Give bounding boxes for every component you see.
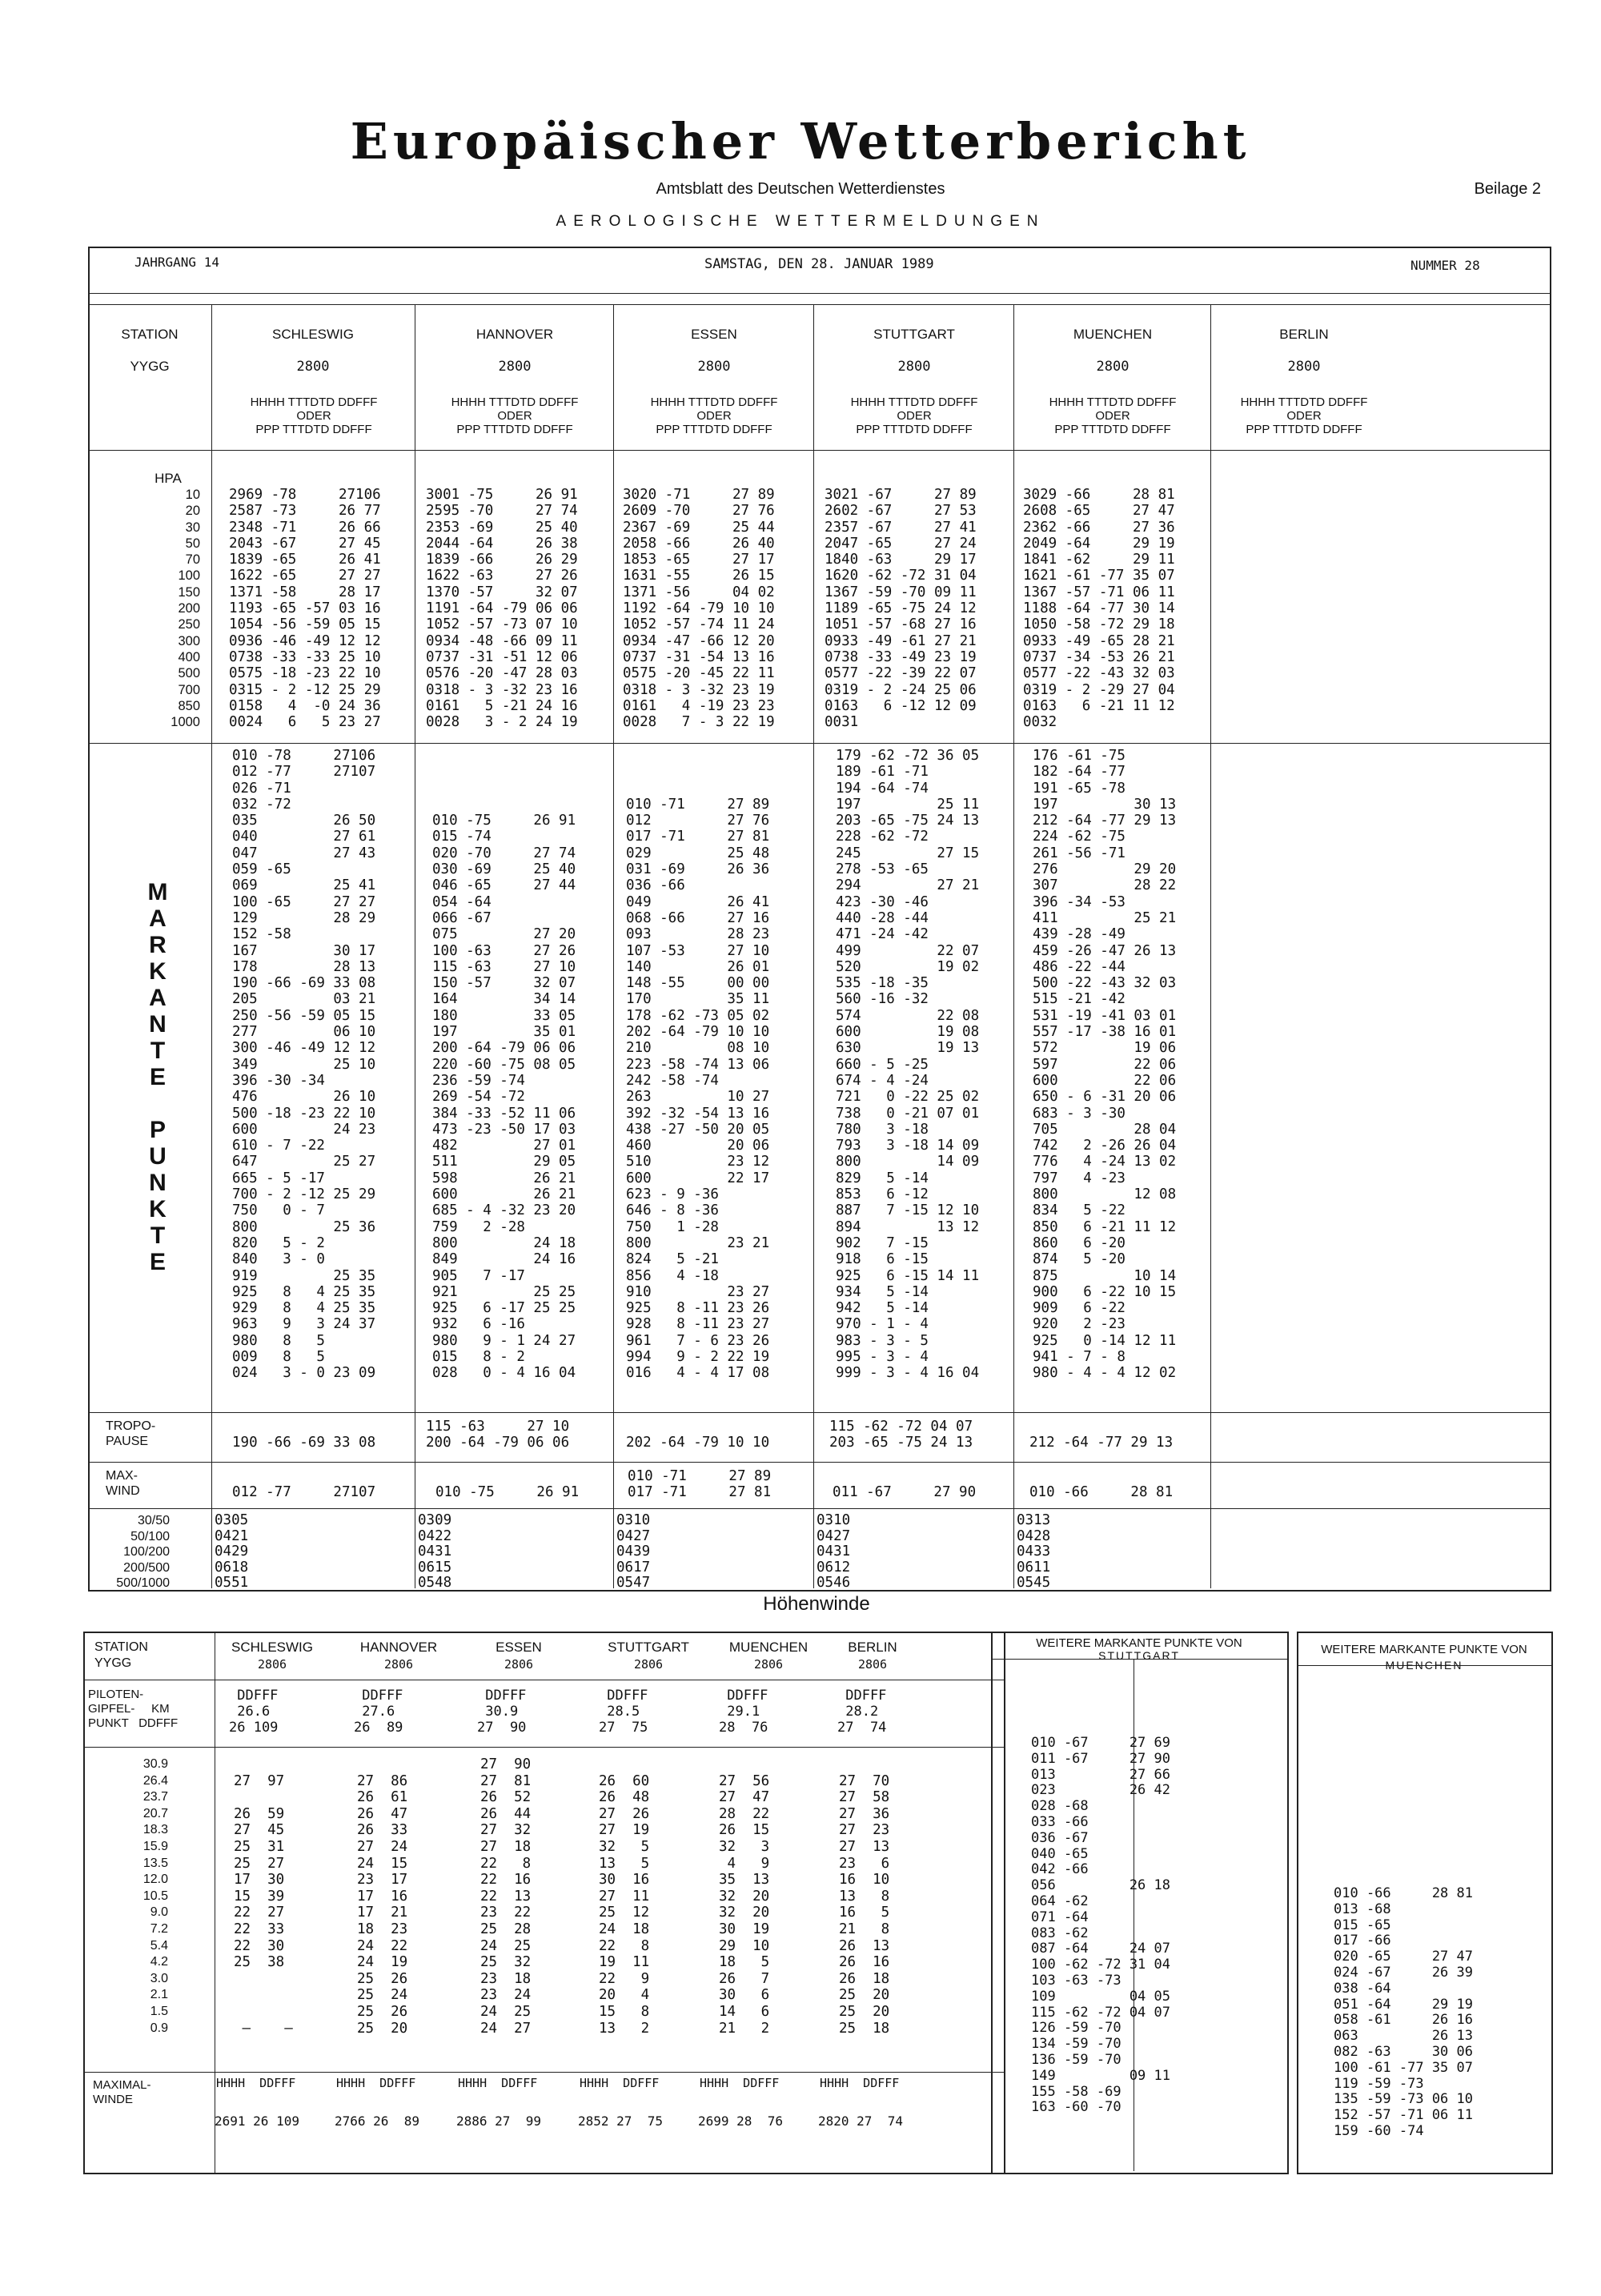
issue-date: SAMSTAG, DEN 28. JANUAR 1989 (704, 256, 934, 272)
maximal-label: MAXIMAL- WINDE (93, 2078, 151, 2106)
pilot-peak-data: DDFFF 28.5 27 75 (599, 1688, 648, 1736)
maximal-wind: 2886 27 99 (456, 2113, 541, 2129)
station-code: 2800 (1096, 359, 1130, 375)
km-levels: 30.9 26.4 23.7 20.7 18.3 15.9 13.5 12.0 10.5 9.0 7.2 5.4 4.2 3.0 2.1 1.5 0.9 (142, 1757, 168, 2035)
layer-data: 0313 0428 0433 0611 0545 (1017, 1512, 1051, 1591)
wind-data: 27 86 26 61 26 47 26 33 27 24 24 15 23 17 17 16 17 21 18 23 24 22 24 19 25 26 25 24 25 26 25 20 (357, 1772, 408, 2037)
station-code: 2800 (498, 359, 532, 375)
weitere-stuttgart-title: WEITERE MARKANTE PUNKTE VON (1036, 1636, 1242, 1650)
pilot-peak-data: DDFFF 27.6 26 89 (354, 1688, 403, 1736)
station-name: BERLIN (848, 1640, 897, 1655)
standard-levels-data: 3001 -75 26 91 2595 -70 27 74 2353 -69 25 40 2044 -64 26 38 1839 -66 26 29 1622 -63 27 26 1370 -57 32 07 1191 -64 -79 06 06 1052 -57 -73 07 10 0934 -48 -66 09 11 0737 -31 -51 12 06 0576 -20 -47 28 03 0318 - 3 -32 23 16 0161 5 -21 24 16 0028 3 - 2 24 19 (426, 487, 578, 731)
station-code: 2806 (753, 1657, 784, 1672)
tropopause-data: 115 -63 27 10 200 -64 -79 06 06 (426, 1419, 570, 1451)
divider (88, 743, 1550, 744)
maxwind-label: MAX- WIND (106, 1469, 140, 1498)
yygg-label: YYGG (130, 359, 170, 374)
layer-data: 0310 0427 0431 0612 0546 (817, 1512, 851, 1591)
markante-punkte-data: 176 -61 -75 182 -64 -77 191 -65 -78 197 30 13 212 -64 -77 29 13 224 -62 -75 261 -56 -71 276 29 20 307 28 22 396 -34 -53 411 25 21 439 -28 -49 459 -26 -47 26 13 486 -22 -44 500 -22 -43 32 03 515 -21 -42 531 -19 -41 03 01 557 -17 -38 16 01 572 19 06 597 22 06 600 22 06 650 - 6 -31 20 06 683 - 3 -30 705 28 04 742 2 -26 26 04 776 4 -24 13 02 797 4 -23 800 12 08 834 5 -22 850 6 -21 11 12 860 6 -20 874 5 -20 875 10 14 900 6 -22 10 15 909 6 -22 920 2 -23 925 0 -14 12 11 941 - 7 - 8 980 - 4 - 4 12 02 (1033, 748, 1177, 1382)
divider (88, 1508, 1550, 1509)
weitere-stuttgart-station: STUTTGART (1098, 1649, 1180, 1662)
station-name: SCHLESWIG (271, 327, 355, 342)
layer-data: 0310 0427 0439 0617 0547 (616, 1512, 651, 1591)
station-name: STUTTGART (608, 1640, 689, 1655)
tropopause-data: 212 -64 -77 29 13 (1029, 1435, 1174, 1451)
maximal-wind: 2766 26 89 (335, 2113, 419, 2129)
station-name: HANNOVER (475, 327, 554, 342)
maximal-wind: 2691 26 109 (215, 2113, 299, 2129)
standard-levels-data: 3021 -67 27 89 2602 -67 27 53 2357 -67 27 41 2047 -65 27 24 1840 -63 29 17 1620 -62 -72 31 04 1367 -59 -70 09 11 1189 -65 -75 24 12 1051 -57 -68 27 16 0933 -49 -61 27 21 0738 -33 -49 23 19 0577 -22 -39 22 07 0319 - 2 -24 25 06 0163 6 -12 12 09 0031 (825, 487, 977, 731)
column-divider (1013, 304, 1014, 1588)
markante-punkte-label: M A R K A N T E P U N K T E (147, 879, 168, 1275)
station-name: MUENCHEN (728, 1640, 809, 1655)
layer-data: 0305 0421 0429 0618 0551 (215, 1512, 249, 1591)
hpa-levels: 10 20 30 50 70 100 150 200 250 300 400 500 700 850 1000 (171, 488, 200, 730)
tropopause-label: TROPO- PAUSE (106, 1419, 156, 1448)
divider (88, 1412, 1550, 1413)
wind-data: 27 97 26 59 27 45 25 31 25 27 17 30 15 39 22 27 22 33 22 30 25 38 — — (234, 1772, 293, 2037)
column-header: HHHH TTTDTD DDFFF ODER PPP TTTDTD DDFFF (1049, 395, 1177, 436)
hpa-label: HPA (154, 471, 182, 486)
page-subtitle: Amtsblatt des Deutschen Wetterdienstes (656, 180, 945, 198)
tropopause-data: 115 -62 -72 04 07 203 -65 -75 24 13 (829, 1419, 973, 1451)
column-header: HHHH TTTDTD DDFFF ODER PPP TTTDTD DDFFF (650, 395, 778, 436)
column-divider (813, 304, 814, 1588)
wind-data: 27 56 27 47 28 22 26 15 32 3 4 9 35 13 32 20 32 20 30 19 29 10 18 5 26 7 30 6 14 6 21 2 (719, 1772, 770, 2037)
tropopause-data: 202 -64 -79 10 10 (626, 1435, 770, 1451)
maximal-wind: 2852 27 75 (578, 2113, 663, 2129)
layer-data: 0309 0422 0431 0615 0548 (418, 1512, 452, 1591)
standard-levels-data: 3020 -71 27 89 2609 -70 27 76 2367 -69 25 44 2058 -66 26 40 1853 -65 27 17 1631 -55 26 15 1371 -56 04 02 1192 -64 -79 10 10 1052 -57 -74 11 24 0934 -47 -66 12 20 0737 -31 -54 13 16 0575 -20 -45 22 11 0318 - 3 -32 23 19 0161 4 -19 23 23 0028 7 - 3 22 19 (623, 487, 775, 731)
wind-data: 27 70 27 58 27 36 27 23 27 13 23 6 16 10 13 8 16 5 21 8 26 13 26 16 26 18 25 20 25 20 25 18 (839, 1772, 890, 2037)
standard-levels-data: 3029 -66 28 81 2608 -65 27 47 2362 -66 27 36 2049 -64 29 19 1841 -62 29 11 1621 -61 -77 35 07 1367 -57 -71 06 11 1188 -64 -77 30 14 1050 -58 -72 29 18 0933 -49 -65 28 21 0737 -34 -53 26 21 0577 -22 -43 32 03 0319 - 2 -29 27 04 0163 6 -21 11 12 0032 (1023, 487, 1175, 731)
pilot-peak-data: DDFFF 28.2 27 74 (837, 1688, 887, 1736)
station-name: ESSEN (496, 1640, 542, 1655)
station-code: 2800 (897, 359, 931, 375)
weitere-muenchen-data: 010 -66 28 81 013 -68 015 -65 017 -66 020 -65 27 47 024 -67 26 39 038 -64 051 -64 29 19 058 -61 26 16 063 26 13 082 -63 30 06 100 -61 -77 35 07 119 -59 -73 135 -59 -73 06 10 152 -57 -71 06 11 159 -60 -74 (1334, 1885, 1473, 2139)
divider (88, 450, 1550, 451)
column-divider (211, 304, 212, 1588)
column-header: HHHH TTTDTD DDFFF ODER PPP TTTDTD DDFFF (451, 395, 579, 436)
maximal-header: HHHH DDFFF (820, 2076, 900, 2090)
column-header: HHHH TTTDTD DDFFF ODER PPP TTTDTD DDFFF (1240, 395, 1368, 436)
maxwind-data: 010 -75 26 91 (435, 1484, 580, 1501)
layer-labels: 30/50 50/100 100/200 200/500 500/1000 (116, 1514, 170, 1590)
maximal-header: HHHH DDFFF (700, 2076, 780, 2090)
wind-data: 27 90 27 81 26 52 26 44 27 32 27 18 22 8 22 16 22 13 23 22 25 28 24 25 25 32 23 18 23 24 24 25 24 27 (480, 1756, 532, 2037)
markante-punkte-data: 010 -78 27106 012 -77 27107 026 -71 032 -72 035 26 50 040 27 61 047 27 43 059 -65 069 25 41 100 -65 27 27 129 28 29 152 -58 167 30 17 178 28 13 190 -66 -69 33 08 205 03 21 250 -56 -59 05 15 277 06 10 300 -46 -49 12 12 349 25 10 396 -30 -34 476 26 10 500 -18 -23 22 10 600 24 23 610 - 7 -22 647 25 27 665 - 5 -17 700 - 2 -12 25 29 750 0 - 7 800 25 36 820 5 - 2 840 3 - 0 919 25 35 925 8 4 25 35 929 8 4 25 35 963 9 3 24 37 980 8 5 009 8 5 024 3 - 0 23 09 (232, 748, 376, 1382)
station-name: MUENCHEN (1073, 327, 1153, 342)
weitere-muenchen-station: MUENCHEN (1385, 1659, 1463, 1672)
maximal-wind: 2699 28 76 (698, 2113, 783, 2129)
divider (83, 2072, 1004, 2073)
station-code: 2806 (633, 1657, 664, 1672)
station-code: 2806 (857, 1657, 888, 1672)
section-heading: AEROLOGISCHE WETTERMELDUNGEN (556, 213, 1045, 230)
divider (83, 1747, 1004, 1748)
pilot-peak-data: DDFFF 30.9 27 90 (477, 1688, 527, 1736)
section-title: Höhenwinde (763, 1593, 870, 1615)
weitere-muenchen-title: WEITERE MARKANTE PUNKTE VON (1321, 1643, 1527, 1656)
supplement-label: Beilage 2 (1474, 180, 1541, 198)
maxwind-data: 012 -77 27107 (232, 1484, 376, 1501)
maximal-header: HHHH DDFFF (580, 2076, 660, 2090)
station-label: STATION (121, 327, 179, 342)
pilot-peak-data: DDFFF 29.1 28 76 (719, 1688, 768, 1736)
jahrgang-label: JAHRGANG 14 (134, 255, 219, 270)
markante-punkte-data: 010 -75 26 91 015 -74 020 -70 27 74 030 -69 25 40 046 -65 27 44 054 -64 066 -67 075 27 20 100 -63 27 26 115 -63 27 10 150 -57 32 07 164 34 14 180 33 05 197 35 01 200 -64 -79 06 06 220 -60 -75 08 05 236 -59 -74 269 -54 -72 384 -33 -52 11 06 473 -23 -50 17 03 482 27 01 511 29 05 598 26 21 600 26 21 685 - 4 -32 23 20 759 2 -28 800 24 18 849 24 16 905 7 -17 921 25 25 925 6 -17 25 25 932 6 -16 980 9 - 1 24 27 015 8 - 2 028 0 - 4 16 04 (432, 813, 576, 1382)
yygg-label: YYGG (94, 1656, 132, 1670)
divider (88, 304, 1550, 305)
maxwind-data: 010 -71 27 89 017 -71 27 81 (628, 1468, 772, 1501)
markante-punkte-data: 010 -71 27 89 012 27 76 017 -71 27 81 029 25 48 031 -69 26 36 036 -66 049 26 41 068 -66 27 16 093 28 23 107 -53 27 10 140 26 01 148 -55 00 00 170 35 11 178 -62 -73 05 02 202 -64 -79 10 10 210 08 10 223 -58 -74 13 06 242 -58 -74 263 10 27 392 -32 -54 13 16 438 -27 -50 20 05 460 20 06 510 23 12 600 22 17 623 - 9 -36 646 - 8 -36 750 1 -28 800 23 21 824 5 -21 856 4 -18 910 23 27 925 8 -11 23 26 928 8 -11 23 27 961 7 - 6 23 26 994 9 - 2 22 19 016 4 - 4 17 08 (626, 796, 770, 1382)
station-code: 2800 (697, 359, 731, 375)
station-name: SCHLESWIG (231, 1640, 314, 1655)
column-divider (613, 304, 614, 1588)
station-code: 2806 (504, 1657, 534, 1672)
issue-number: NUMMER 28 (1410, 258, 1480, 273)
weitere-stuttgart-data: 010 -67 27 69 011 -67 27 90 013 27 66 023 26 42 028 -68 033 -66 036 -67 040 -65 042 -66 056 26 18 064 -62 071 -64 083 -62 087 -64 24 07 100 -62 -72 31 04 103 -63 -73 109 04 05 115 -62 -72 04 07 126 -59 -70 134 -59 -70 136 -59 -70 149 09 11 155 -58 -69 163 -60 -70 (1031, 1735, 1170, 2116)
station-name: ESSEN (691, 327, 737, 342)
pilot-label: PILOTEN- GIPFEL- KM PUNKT DDFFF (88, 1688, 179, 1730)
maxwind-data: 011 -67 27 90 (833, 1484, 977, 1501)
maximal-header: HHHH DDFFF (458, 2076, 538, 2090)
tropopause-data: 190 -66 -69 33 08 (232, 1435, 376, 1451)
station-code: 2806 (383, 1657, 414, 1672)
station-code: 2800 (1287, 359, 1321, 375)
station-code: 2800 (296, 359, 330, 375)
station-name: BERLIN (1279, 327, 1329, 342)
column-divider (1210, 304, 1211, 1588)
divider (88, 293, 1550, 294)
column-header: HHHH TTTDTD DDFFF ODER PPP TTTDTD DDFFF (850, 395, 978, 436)
maxwind-data: 010 -66 28 81 (1029, 1484, 1174, 1501)
standard-levels-data: 2969 -78 27106 2587 -73 26 77 2348 -71 26 66 2043 -67 27 45 1839 -65 26 41 1622 -65 27 27 1371 -58 28 17 1193 -65 -57 03 16 1054 -56 -59 05 15 0936 -46 -49 12 12 0738 -33 -33 25 10 0575 -18 -23 22 10 0315 - 2 -12 25 29 0158 4 -0 24 36 0024 6 5 23 27 (229, 487, 381, 731)
pilot-peak-data: DDFFF 26.6 26 109 (229, 1688, 279, 1736)
station-name: STUTTGART (873, 327, 955, 342)
maximal-wind: 2820 27 74 (818, 2113, 903, 2129)
station-label: STATION (94, 1640, 148, 1654)
maximal-header: HHHH DDFFF (336, 2076, 416, 2090)
wind-data: 26 60 26 48 27 26 27 19 32 5 13 5 30 16 27 11 25 12 24 18 22 8 19 11 22 9 20 4 15 8 13 2 (599, 1772, 650, 2037)
station-name: HANNOVER (359, 1640, 438, 1655)
page-title: Europäischer Wetterbericht (350, 112, 1251, 171)
station-code: 2806 (257, 1657, 287, 1672)
column-header: HHHH TTTDTD DDFFF ODER PPP TTTDTD DDFFF (250, 395, 378, 436)
markante-punkte-data: 179 -62 -72 36 05 189 -61 -71 194 -64 -74 197 25 11 203 -65 -75 24 13 228 -62 -72 245 27 15 278 -53 -65 294 27 21 423 -30 -46 440 -28 -44 471 -24 -42 499 22 07 520 19 02 535 -18 -35 560 -16 -32 574 22 08 600 19 08 630 19 13 660 - 5 -25 674 - 4 -24 721 0 -22 25 02 738 0 -21 07 01 780 3 -18 793 3 -18 14 09 800 14 09 829 5 -14 853 6 -12 887 7 -15 12 10 894 13 12 902 7 -15 918 6 -15 925 6 -15 14 11 934 5 -14 942 5 -14 970 - 1 - 4 983 - 3 - 5 995 - 3 - 4 999 - 3 - 4 16 04 (836, 748, 980, 1382)
divider (88, 1462, 1550, 1463)
maximal-header: HHHH DDFFF (216, 2076, 296, 2090)
